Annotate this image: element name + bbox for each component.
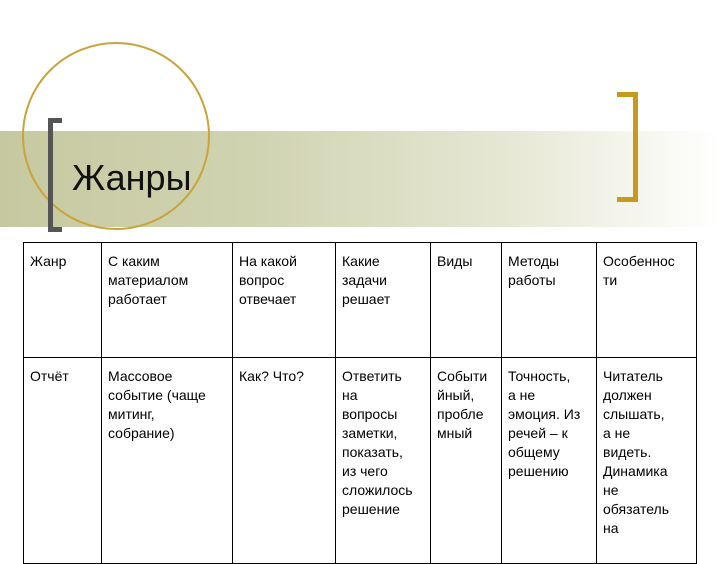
cell-types: Событи йный, пробле мный (431, 358, 502, 564)
table-row (24, 358, 697, 564)
cell-question: Как? Что? (233, 358, 336, 564)
cell-features: Читатель должен слышать, а не видеть. Динамика не обязатель на (597, 358, 697, 564)
right-bracket-decoration (617, 92, 638, 202)
header-cell-features: Особеннос ти (597, 243, 697, 358)
slide-title: Жанры (72, 157, 192, 198)
header-cell-tasks: Какие задачи решает (336, 243, 431, 358)
cell-material: Массовое событие (чаще митинг, собрание) (102, 358, 233, 564)
header-cell-question: На какой вопрос отвечает (233, 243, 336, 358)
table-header-row (24, 243, 697, 358)
header-cell-types: Виды (431, 243, 502, 358)
header-cell-methods: Методы работы (502, 243, 597, 358)
cell-methods: Точность, а не эмоция. Из речей – к общему решению (502, 358, 597, 564)
header-cell-material: С каким материалом работает (102, 243, 233, 358)
cell-genre: Отчёт (24, 358, 102, 564)
genres-table (23, 242, 697, 564)
header-cell-genre: Жанр (24, 243, 102, 358)
cell-tasks: Ответить на вопросы заметки, показать, из чего сложилось решение (336, 358, 431, 564)
left-bracket-decoration (48, 118, 62, 232)
